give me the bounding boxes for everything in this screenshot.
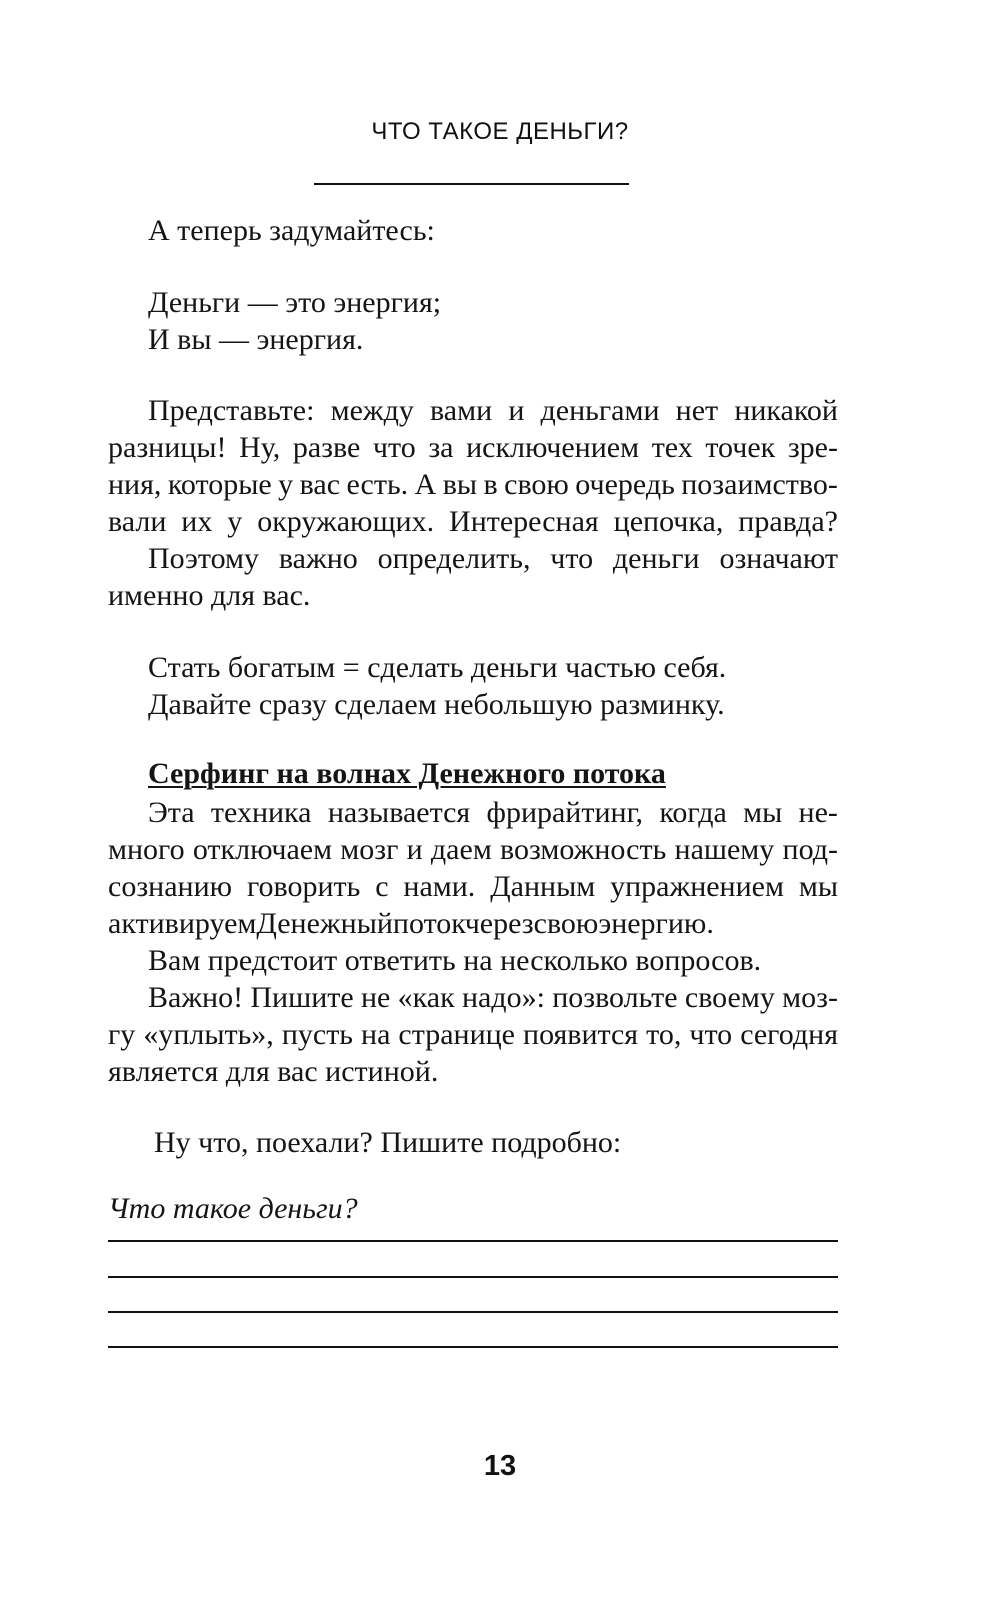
- word: цепочка,: [613, 505, 724, 538]
- paragraph-2-line: [108, 577, 310, 614]
- equation-line-1: Стать богатым = сделать деньги частью себя.: [148, 651, 727, 684]
- word: свою: [533, 907, 599, 940]
- word: возможность: [500, 833, 667, 866]
- word: в: [483, 468, 498, 501]
- word: Представьте:: [148, 394, 315, 427]
- word: что: [689, 1018, 733, 1051]
- word: между: [330, 394, 414, 427]
- word: пусть: [281, 1018, 353, 1051]
- word: называется: [327, 796, 471, 829]
- word: мы: [798, 870, 838, 903]
- word: с: [375, 870, 389, 903]
- question-prompt: Что такое деньги?: [108, 1192, 358, 1225]
- word: означают: [719, 542, 838, 575]
- word: Интересная: [449, 505, 599, 538]
- word: надо»:: [461, 981, 545, 1014]
- word: окружающих.: [257, 505, 435, 538]
- word: очередь: [575, 468, 675, 501]
- word: появится: [523, 1018, 639, 1051]
- word: активируем: [108, 907, 257, 940]
- answer-line: [108, 1240, 838, 1242]
- word: правда?: [738, 505, 838, 538]
- word: упражнением: [610, 870, 784, 903]
- word: деньги: [612, 542, 700, 575]
- paragraph-1-line: [108, 503, 838, 540]
- word: позаимство-: [681, 468, 838, 501]
- paragraph-4: Вам предстоит ответить на несколько вопросов.: [148, 944, 762, 977]
- word: является для вас истиной.: [108, 1055, 439, 1088]
- word: сознанию: [108, 870, 233, 903]
- running-header: ЧТО ТАКОЕ ДЕНЬГИ?: [371, 118, 629, 145]
- word: и: [508, 394, 525, 427]
- word: Поэтому: [148, 542, 260, 575]
- word: под-: [782, 833, 838, 866]
- word: через: [464, 907, 534, 940]
- word: то,: [646, 1018, 682, 1051]
- word: точек: [705, 431, 776, 464]
- equation-line-2: Давайте сразу сделаем небольшую разминку.: [148, 688, 725, 721]
- word: фрирайтинг,: [486, 796, 644, 829]
- word: мозг: [340, 833, 399, 866]
- paragraph-1-line: [108, 429, 838, 466]
- word: Денежный: [256, 907, 393, 940]
- word: на: [361, 1018, 391, 1051]
- word: исключением: [466, 431, 640, 464]
- paragraph-5-line: [108, 979, 838, 1016]
- word: свою: [504, 468, 569, 501]
- word: зре-: [787, 431, 838, 464]
- word: гу: [108, 1018, 136, 1051]
- paragraph-1-line: [108, 466, 838, 503]
- word: когда: [659, 796, 727, 829]
- paragraph-3-line: [108, 905, 714, 942]
- word: сегодня: [740, 1018, 838, 1051]
- word: деньгами: [540, 394, 660, 427]
- word: «как: [397, 981, 455, 1014]
- header-rule: [314, 183, 629, 185]
- word: именно для вас.: [108, 579, 311, 612]
- word: вали: [108, 505, 167, 538]
- paragraph-5-line: [108, 1016, 838, 1053]
- paragraph-3-line: [108, 794, 838, 831]
- word: Важно!: [148, 981, 244, 1014]
- answer-line: [108, 1276, 838, 1278]
- word: Данным: [490, 870, 596, 903]
- word: Пишите: [250, 981, 354, 1014]
- paragraph-3-line: [108, 831, 838, 868]
- word: много: [108, 833, 185, 866]
- word: никакой: [734, 394, 838, 427]
- answer-line: [108, 1311, 838, 1313]
- word: даем: [430, 833, 492, 866]
- word: не: [360, 981, 391, 1014]
- paragraph-1-line: [108, 392, 838, 429]
- word: энергию.: [598, 907, 714, 940]
- word: что: [550, 542, 594, 575]
- word: «уплыть»,: [143, 1018, 274, 1051]
- statement-line-2: И вы — энергия.: [148, 323, 364, 356]
- prompt-line: Ну что, поехали? Пишите подробно:: [154, 1126, 622, 1159]
- word: А: [414, 468, 437, 501]
- word: их: [181, 505, 213, 538]
- word: разве: [292, 431, 361, 464]
- word: вы: [442, 468, 478, 501]
- word: своему: [684, 981, 775, 1014]
- word: Ну,: [239, 431, 281, 464]
- word: Эта: [148, 796, 195, 829]
- word: нашему: [674, 833, 775, 866]
- word: моз-: [782, 981, 838, 1014]
- word: нет: [675, 394, 719, 427]
- answer-line: [108, 1346, 838, 1348]
- word: позвольте: [552, 981, 678, 1014]
- word: отключаем: [192, 833, 333, 866]
- word: есть.: [346, 468, 409, 501]
- word: разницы!: [108, 431, 227, 464]
- word: вами: [430, 394, 493, 427]
- word: поток: [392, 907, 465, 940]
- word: важно: [278, 542, 358, 575]
- word: говорить: [246, 870, 361, 903]
- word: странице: [398, 1018, 515, 1051]
- word: у: [278, 468, 294, 501]
- paragraph-3-line: [108, 868, 838, 905]
- word: за: [428, 431, 454, 464]
- section-heading: Серфинг на волнах Денежного потока: [148, 757, 666, 790]
- word: которые: [167, 468, 272, 501]
- word: и: [406, 833, 423, 866]
- paragraph-2-line: [108, 540, 838, 577]
- word: тех: [651, 431, 693, 464]
- word: что: [372, 431, 416, 464]
- paragraph-5-line: [108, 1053, 438, 1090]
- word: мы: [743, 796, 783, 829]
- intro-line: А теперь задумайтесь:: [148, 214, 435, 247]
- word: вас: [299, 468, 341, 501]
- word: у: [227, 505, 243, 538]
- word: техника: [210, 796, 312, 829]
- page-number: 13: [483, 1450, 517, 1482]
- word: ния,: [108, 468, 162, 501]
- word: определить,: [377, 542, 531, 575]
- word: не-: [798, 796, 838, 829]
- word: нами.: [403, 870, 476, 903]
- statement-line-1: Деньги — это энергия;: [148, 286, 442, 319]
